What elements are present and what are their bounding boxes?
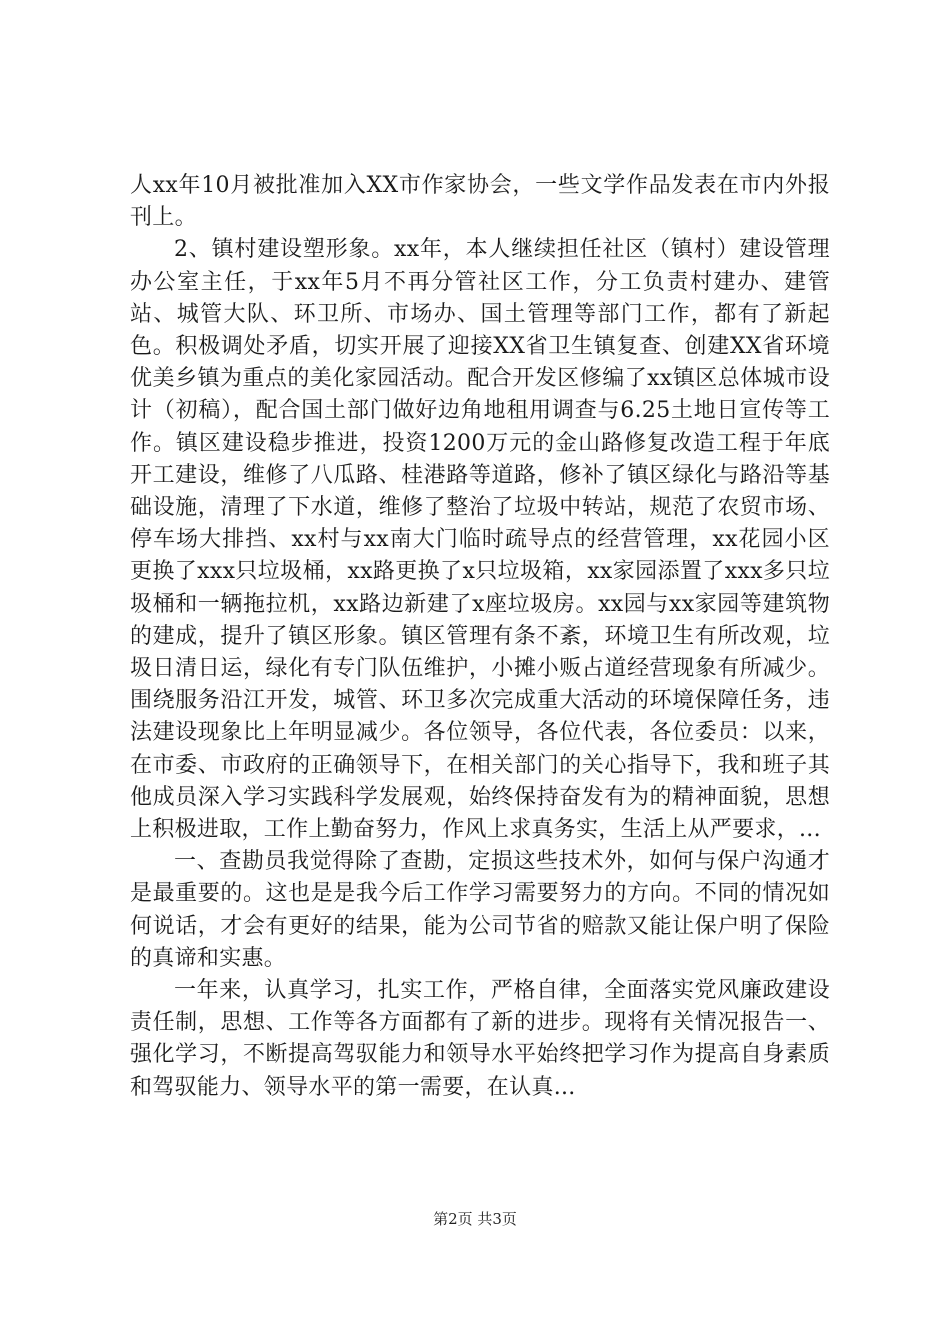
page-indicator: 第2页 共3页 — [433, 1210, 517, 1228]
page-footer — [0, 1209, 950, 1229]
document-body — [130, 170, 830, 1104]
paragraph-2: 2、镇村建设塑形象。xx年，本人继续担任社区（镇村）建设管理办公室主任，于xx年5月不再分管社区工作，分工负责村建办、建管站、城管大队、环卫所、市场办、国土管理等部门工作，都有了新起色。积极调处矛盾，切实开展了迎接XX省卫生镇复查、创建XX省环境优美乡镇为重点的美化家园活动。配合开发区修编了xx镇区总体城市设计（初稿），配合国土部门做好边角地租用调查与6.25土地日宣传等工作。镇区建设稳步推进，投资1200万元的金山路修复改造工程于年底开工建设，维修了八瓜路、桂港路等道路，修补了镇区绿化与路沿等基础设施，清理了下水道，维修了整治了垃圾中转站，规范了农贸市场、停车场大排挡、xx村与xx南大门临时疏导点的经营管理，xx花园小区更换了xxx只垃圾桶，xx路更换了x只垃圾箱，xx家园添置了xxx多只垃圾桶和一辆拖拉机，xx路边新建了x座垃圾房。xx园与xx家园等建筑物的建成，提升了镇区形象。镇区管理有条不紊，环境卫生有所改观，垃圾日清日运，绿化有专门队伍维护，小摊小贩占道经营现象有所减少。围绕服务沿江开发，城管、环卫多次完成重大活动的环境保障任务，违法建设现象比上年明显减少。各位领导，各位代表，各位委员：以来，在市委、市政府的正确领导下，在相关部门的关心指导下，我和班子其他成员深入学习实践科学发展观，始终保持奋发有为的精神面貌，思想上积极进取，工作上勤奋努力，作风上求真务实，生活上从严要求，... — [130, 237, 830, 843]
paragraph-3: 一、查勘员我觉得除了查勘，定损这些技术外，如何与保户沟通才是最重要的。这也是是我今后工作学习需要努力的方向。不同的情况如何说话，才会有更好的结果，能为公司节省的赔款又能让保户明了保险的真谛和实惠。 — [130, 849, 830, 971]
paragraph-4: 一年来，认真学习，扎实工作，严格自律，全面落实党风廉政建设责任制，思想、工作等各方面都有了新的进步。现将有关情况报告一、强化学习，不断提高驾驭能力和领导水平始终把学习作为提高自身素质和驾驭能力、领导水平的第一需要，在认真... — [130, 978, 830, 1100]
paragraph-1: 人xx年10月被批准加入XX市作家协会，一些文学作品发表在市内外报刊上。 — [130, 173, 830, 231]
